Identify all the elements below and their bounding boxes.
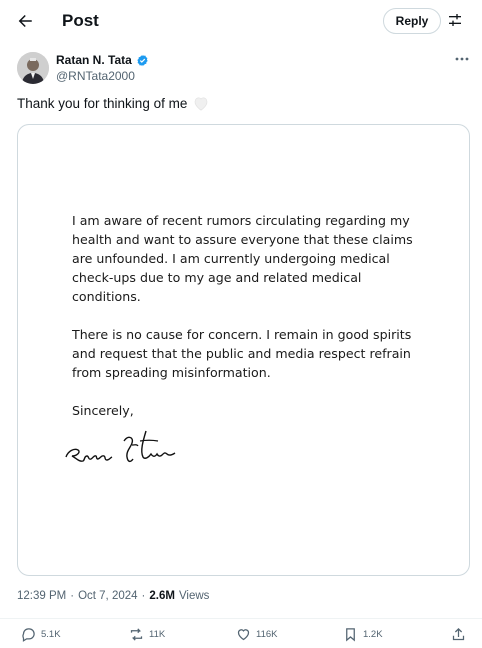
tweet-text <box>17 96 209 111</box>
page-title: Post <box>62 11 99 30</box>
profile-photo-icon <box>17 52 49 84</box>
views-label: Views <box>178 590 210 602</box>
reply-count: 5.1K <box>41 629 61 640</box>
share-icon <box>451 627 466 642</box>
verified-badge-icon <box>136 54 149 67</box>
share-action[interactable] <box>451 627 466 642</box>
white-heart-emoji-icon <box>193 96 209 111</box>
avatar[interactable] <box>17 52 49 84</box>
action-bar <box>0 618 482 648</box>
views-count: 2.6M <box>149 590 175 602</box>
more-dots-icon <box>455 57 469 61</box>
letter-content <box>72 211 432 439</box>
reply-action[interactable] <box>21 627 61 642</box>
reply-bubble-icon <box>21 627 36 642</box>
post-date[interactable]: Oct 7, 2024 <box>78 590 138 602</box>
repost-action[interactable] <box>129 627 165 642</box>
attached-image[interactable] <box>17 124 470 576</box>
sliders-icon <box>447 12 463 28</box>
heart-icon <box>236 627 251 642</box>
arrow-left-icon <box>16 12 34 30</box>
reply-button[interactable]: Reply <box>383 8 441 34</box>
meta-separator: · <box>70 590 75 602</box>
bookmark-icon <box>343 627 358 642</box>
letter-closing: Sincerely, <box>72 403 134 418</box>
meta-separator: · <box>141 590 146 602</box>
bookmark-action[interactable] <box>343 627 383 642</box>
repost-icon <box>129 627 144 642</box>
repost-count: 11K <box>149 629 166 640</box>
bookmark-count: 1.2K <box>363 629 383 640</box>
like-action[interactable] <box>236 627 277 642</box>
signature-image <box>62 423 192 473</box>
more-options-button[interactable] <box>453 52 471 66</box>
like-count: 116K <box>256 629 278 640</box>
post-time[interactable]: 12:39 PM <box>17 590 67 602</box>
tweet-text-content: Thank you for thinking of me <box>17 96 188 111</box>
author-handle[interactable]: @RNTata2000 <box>56 69 135 83</box>
author-name-text: Ratan N. Tata <box>56 53 132 67</box>
post-meta <box>17 590 209 602</box>
back-button[interactable] <box>12 8 38 34</box>
post-header <box>0 0 482 42</box>
letter-paragraph-1: I am aware of recent rumors circulating regarding my health and want to assure everyone that these claims are unfounded. I am currently undergoing medical check-ups due to my age and related medical conditions. <box>72 213 413 304</box>
reader-settings-button[interactable] <box>444 9 466 31</box>
letter-paragraph-2: There is no cause for concern. I remain in good spirits and request that the public and media respect refrain from spreading misinformation. <box>72 327 412 380</box>
author-name[interactable] <box>56 53 149 67</box>
